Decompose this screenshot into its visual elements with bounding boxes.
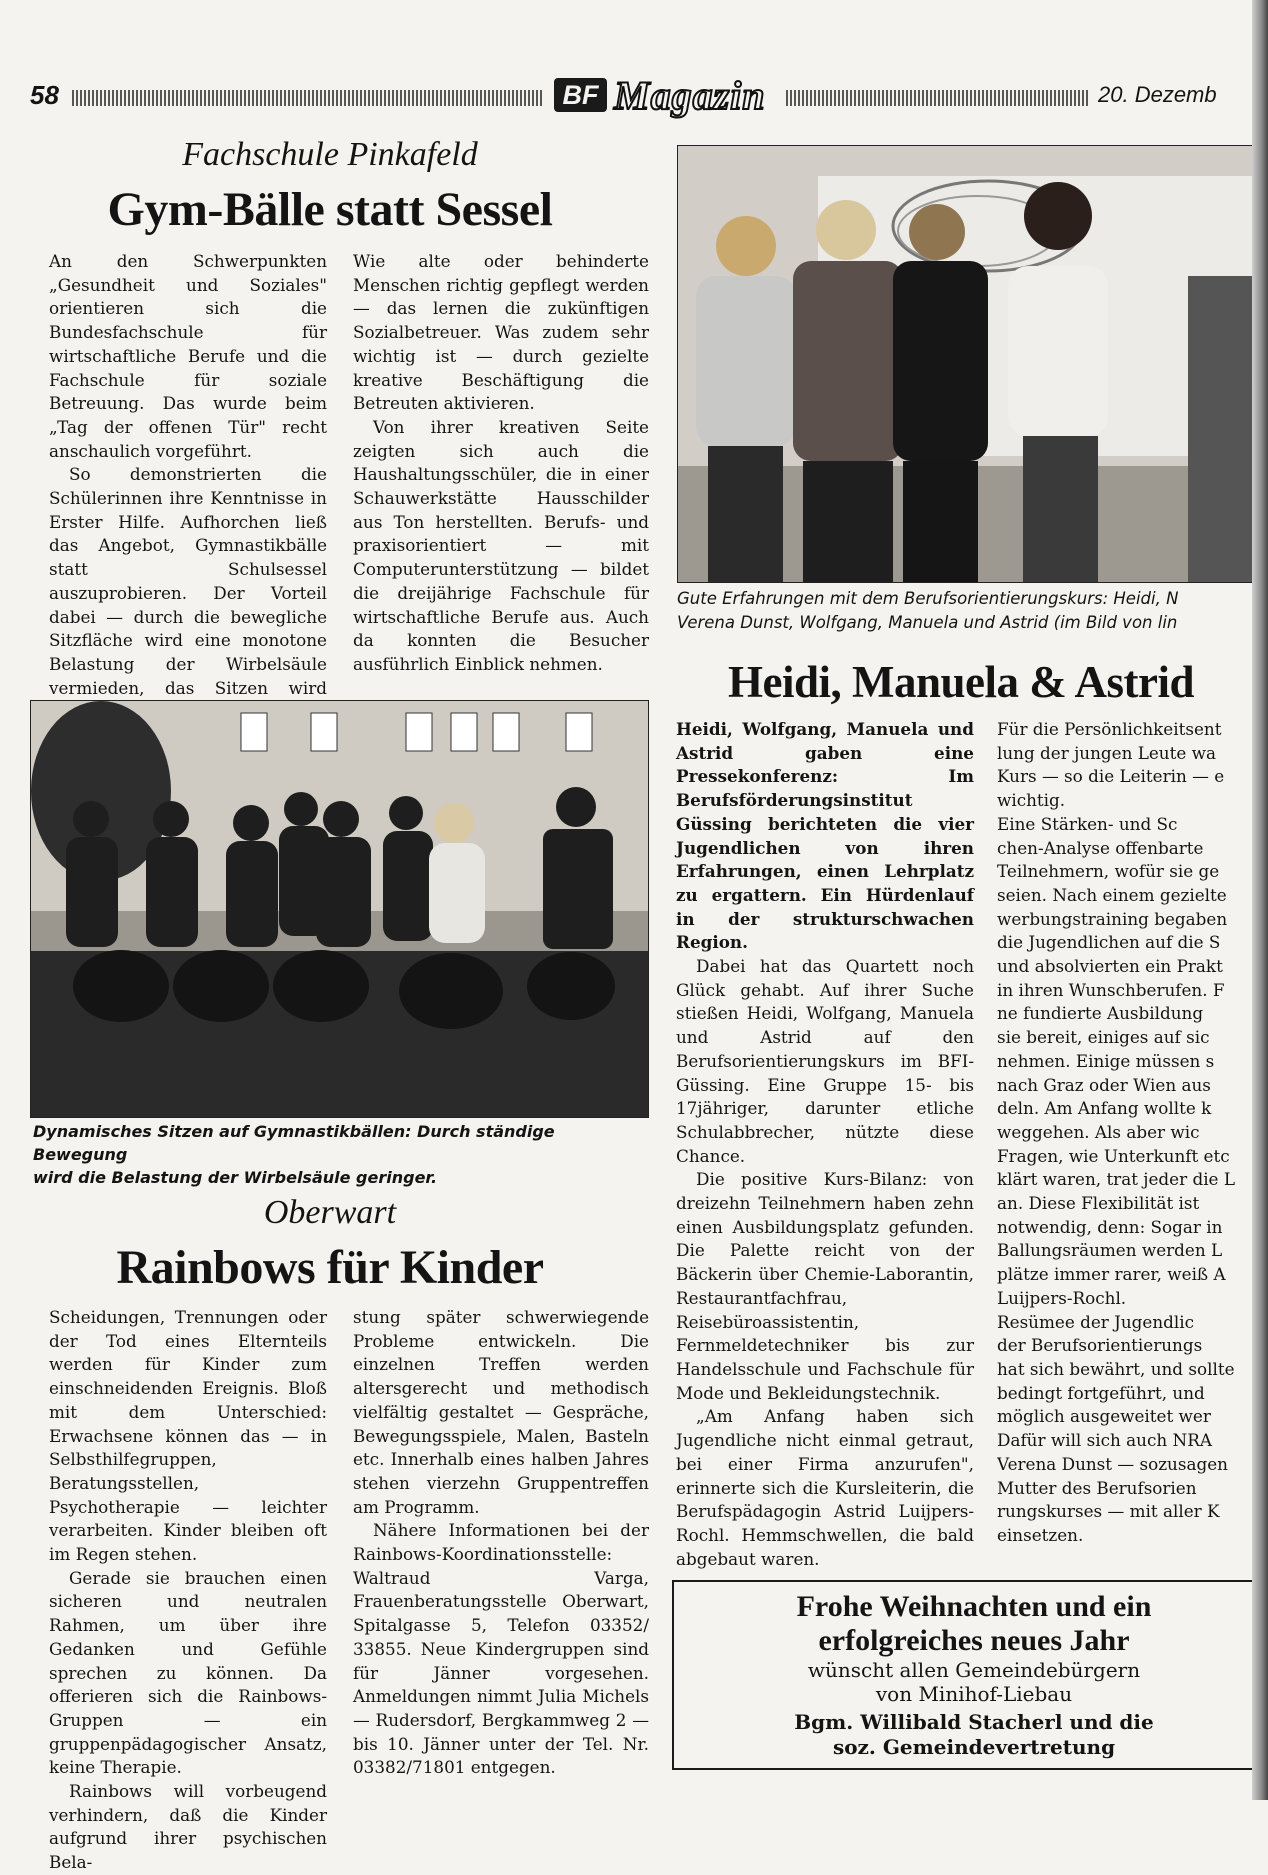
article3-col2-line: in ihren Wunschberufen. F — [997, 979, 1225, 1000]
article3-col2-line: an. Diese Flexibilität ist — [997, 1193, 1200, 1214]
article1-col1-para2: So demonstrierten die Schülerinnen ihre Kenntnisse in Erster Hilfe. Aufhorchen ließ das Angebot, Gymnastikbälle statt Schulsessel auszuprobieren. Der Vorteil dabei — durch die bewegliche Sitzfläche wird eine monotone Belastung der Wirbelsäule vermieden, das Sitzen wird — [49, 464, 327, 698]
article3-col2-line: wichtig. — [997, 790, 1066, 811]
ad-line6: soz. Gemeindevertretung — [832, 1735, 1116, 1759]
article3-col2-line: Mutter des Berufsorien — [997, 1477, 1197, 1498]
article3-column1 — [676, 718, 974, 1571]
article3-col2-line: sie bereit, einiges auf sic — [997, 1027, 1210, 1048]
page-binding-edge — [1252, 0, 1268, 1800]
article3-col2-line: rungskurses — mit aller K — [997, 1501, 1220, 1522]
article2-col1-para2: Gerade sie brauchen einen sicheren und neutralen Rahmen, um über ihre Gedanken und Gefühle sprechen zu können. Da offerieren sich die Rainbows-Gruppen — ein gruppenpädagogischer Ansatz, keine Therapie. — [49, 1567, 327, 1778]
article3-col2-line: seien. Nach einem gezielte — [997, 884, 1227, 905]
article3-col2-line: chen-Analyse offenbarte — [997, 837, 1204, 858]
article3-col2-line: nach Graz oder Wien aus — [997, 1074, 1211, 1095]
article1-col2-para1: Wie alte oder behinderte Menschen richtig gepflegt werden — das lernen die zukünftigen Sozialbetreuer. Was zudem sehr wichtig ist — durch gezielte kreative Beschäftigung die Betreuten aktivieren. — [353, 251, 649, 414]
group-portrait-photo — [677, 145, 1259, 583]
gym-balls-photo — [30, 700, 649, 1118]
ad-line4: von Minihof-Liebau — [875, 1682, 1073, 1706]
article3-col2-line: Dafür will sich auch NRA — [997, 1430, 1212, 1451]
article3-col2-line: Verena Dunst — sozusagen — [997, 1453, 1228, 1474]
article3-col1-para1: Dabei hat das Quartett noch Glück gehabt. Auf ihrer Suche stießen Heidi, Wolfgang, Manuela und Astrid auf den Berufsorientierungskurs im BFI-Güssing. Eine Gruppe 15- bis 17jähriger, darunter etliche Schulabbrecher, nützte diese Chance. — [676, 956, 974, 1166]
article3-col1-para3: „Am Anfang haben sich Jugendliche nicht einmal getraut, bei einer Firma anzurufen", erinnerte sich die Kursleiterin, die Berufspädagogin Astrid Luijpers-Rochl. Hemmschwellen, die bald abgebaut waren. — [676, 1406, 974, 1569]
group-portrait-caption-line1: Gute Erfahrungen mit dem Berufsorientierungskurs: Heidi, N — [677, 589, 1179, 608]
ad-line3: wünscht allen Gemeindebürgern — [807, 1658, 1141, 1682]
article2-kicker: Oberwart — [263, 1194, 397, 1231]
article3-col2-line: Teilnehmern, wofür sie ge — [997, 861, 1220, 882]
article2-col1-para3: Rainbows will vorbeugend verhindern, daß die Kinder aufgrund ihrer psychischen Bela- — [49, 1781, 327, 1873]
gym-balls-caption-line2: wird die Belastung der Wirbelsäule geringer. — [33, 1168, 438, 1187]
holiday-greeting-ad — [672, 1580, 1268, 1770]
ad-line5: Bgm. Willibald Stacherl und die — [794, 1710, 1154, 1734]
gym-balls-caption — [33, 1120, 653, 1189]
article2-col2-para1: stung später schwerwiegende Probleme entwickeln. Die einzelnen Treffen werden altersgerecht und methodisch vielfältig gestaltet — Gespräche, Bewegungsspiele, Malen, Basteln etc. Innerhalb eines halben Jahres stehen vierzehn Gruppentreffen am Programm. — [353, 1307, 649, 1517]
group-portrait-caption — [677, 587, 1252, 635]
article3-col2-line: notwendig, denn: Sogar in — [997, 1216, 1223, 1237]
article3-col2-line: deln. Am Anfang wollte k — [997, 1098, 1212, 1119]
article3-headline: Heidi, Manuela & Astrid — [728, 657, 1195, 707]
article3-col2-line: Eine Stärken- und Sc — [997, 813, 1178, 834]
article3-col2-line: und absolvierten ein Prakt — [997, 956, 1223, 977]
header-rule-right — [786, 90, 1090, 106]
article3-col1-para2: Die positive Kurs-Bilanz: von dreizehn Teilnehmern haben zehn einen Ausbildungsplatz gefunden. Die Palette reicht von der Bäckerin über Chemie-Laborantin, Restaurantfachfrau, Reisebüroassistentin, Fernmeldetechniker bis zur Handelsschule und Fachschule für Mode und Bekleidungstechnik. — [676, 1169, 974, 1403]
ad-line2: erfolgreiches neues Jahr — [818, 1624, 1130, 1657]
article2-column2 — [353, 1306, 649, 1780]
article2-headline: Rainbows für Kinder — [116, 1241, 544, 1294]
article3-col2-line: die Jugendlichen auf die S — [997, 932, 1221, 953]
article3-col2-line: möglich ausgeweitet wer — [997, 1406, 1211, 1427]
article1-col2-para2: Von ihrer kreativen Seite zeigten sich auch die Haushaltungsschüler, die in einer Schauwerkstätte Hausschilder aus Ton herstellten. Berufs- und praxisorientiert — mit Computerunterstützung — bildet die dreijährige Fachschule für wirtschaftliche Berufe aus. Auch da konnten die Besucher ausführlich Einblick nehmen. — [353, 416, 649, 674]
article3-col2-line: plätze immer rarer, weiß A — [997, 1264, 1226, 1285]
article3-col2-line: der Berufsorientierungs — [997, 1335, 1203, 1356]
article3-col2-line: weggehen. Als aber wic — [997, 1121, 1200, 1142]
group-portrait-caption-line2: Verena Dunst, Wolfgang, Manuela und Astrid (im Bild von lin — [677, 613, 1178, 632]
article1-column2 — [353, 250, 649, 677]
article2-col2-para2: Nähere Informationen bei der Rainbows-Koordinationsstelle: Waltraud Varga, Frauenberatungsstelle Oberwart, Spitalgasse 5, Telefon 03352/ 33855. Neue Kindergruppen sind für Jänner vorgesehen. Anmeldungen nimmt Julia Michels — Rudersdorf, Bergkammweg 2 — bis 10. Jänner unter der Tel. Nr. 03382/71801 entgegen. — [353, 1520, 649, 1778]
ad-line1: Frohe Weihnachten und ein — [796, 1590, 1152, 1623]
article3-col2-line: klärt waren, trat jeder die L — [997, 1169, 1235, 1190]
article1-column1 — [49, 250, 327, 724]
article3-col2-line: Ballungsräumen werden L — [997, 1240, 1223, 1261]
article3-col2-line: Kurs — so die Leiterin — e — [997, 766, 1225, 787]
article3-col2-line: Resümee der Jugendlic — [997, 1311, 1195, 1332]
logo-magazin: Magazin — [614, 73, 766, 118]
article3-column2 — [997, 718, 1252, 1548]
article3-col2-line: ne fundierte Ausbildung — [997, 1003, 1204, 1024]
gym-balls-caption-line1: Dynamisches Sitzen auf Gymnastikbällen: Durch ständige Bewegung — [33, 1122, 555, 1164]
page-number: 58 — [30, 80, 59, 110]
header-rule-left — [72, 90, 542, 106]
article3-col2-line: werbungstraining begaben — [997, 908, 1228, 929]
article3-lead: Heidi, Wolfgang, Manuela und Astrid gaben eine Pressekonferenz: Im Berufsförderungsinstitut Güssing berichteten die vier Jugendlichen von ihren Erfahrungen, einen Lehrplatz zu ergattern. Ein Hürdenlauf in der strukturschwachen Region. — [676, 719, 974, 953]
article1-col1-para1: An den Schwerpunkten „Gesundheit und Soziales" orientieren sich die Bundesfachschule für wirtschaftliche Berufe und die Fachschule für soziale Betreuung. Das wurde beim „Tag der offenen Tür" recht anschaulich vorgeführt. — [49, 251, 327, 461]
article3-col2-line: hat sich bewährt, und sollte — [997, 1358, 1235, 1379]
article3-col2-line: einsetzen. — [997, 1524, 1084, 1545]
article3-col2-line: Für die Persönlichkeitsent — [997, 719, 1222, 739]
article1-kicker: Fachschule Pinkafeld — [182, 136, 478, 173]
article1-headline: Gym-Bälle statt Sessel — [107, 183, 553, 236]
issue-date: 20. Dezemb — [1098, 82, 1217, 107]
article3-col2-line: bedingt fortgeführt, und — [997, 1382, 1205, 1403]
article3-col2-line: Luijpers-Rochl. — [997, 1287, 1127, 1308]
article2-col1-para1: Scheidungen, Trennungen oder der Tod eines Elternteils werden für Kinder zum einschneidenden Ereignis. Bloß mit dem Unterschied: Erwachsene können das — in Selbsthilfegruppen, Beratungsstellen, Psychotherapie — leichter verarbeiten. Kinder bleiben oft im Regen stehen. — [49, 1307, 327, 1565]
article3-col2-line: nehmen. Einige müssen s — [997, 1050, 1215, 1071]
article3-col2-line: lung der jungen Leute wa — [997, 742, 1216, 763]
article2-column1 — [49, 1306, 327, 1875]
logo-bf: BF — [554, 78, 607, 112]
article3-col2-line: Fragen, wie Unterkunft etc — [997, 1145, 1230, 1166]
